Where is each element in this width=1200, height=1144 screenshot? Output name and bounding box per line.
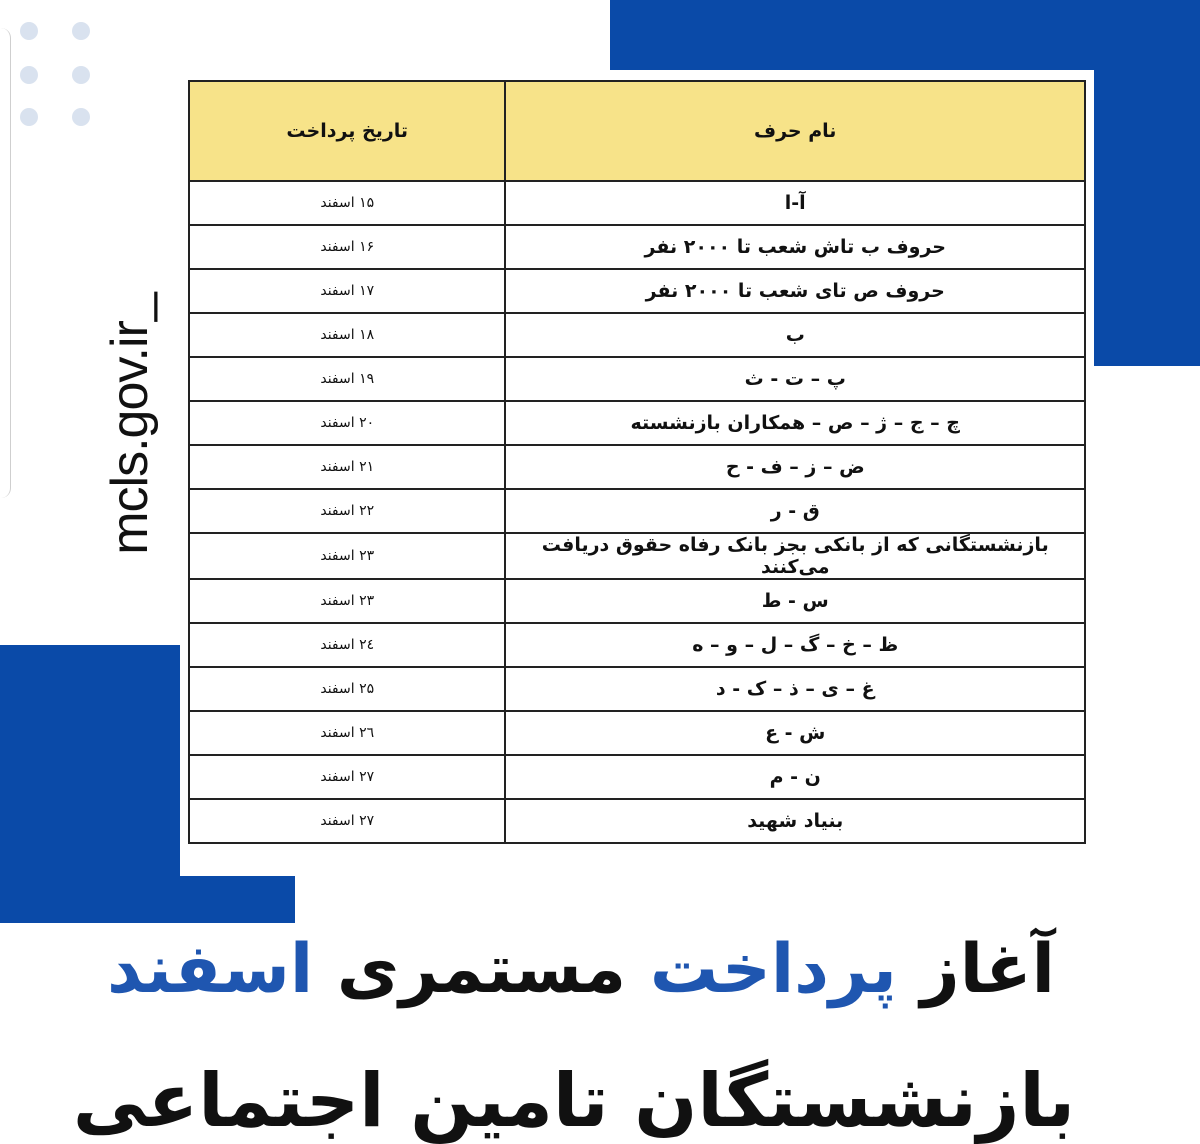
- decorative-dots: [20, 22, 100, 132]
- subheadline: بازنشستگان تامین اجتماعی: [72, 1058, 1075, 1144]
- dot: [20, 108, 38, 126]
- row-letter-name: آ-ا: [505, 181, 1085, 225]
- schedule-card: [180, 72, 1094, 876]
- row-letter-name: غ – ی – ذ – ک - د: [505, 667, 1085, 711]
- row-payment-date: ۲۷ اسفند: [189, 799, 505, 843]
- table-row: [189, 579, 1085, 623]
- row-payment-date: ۲۲ اسفند: [189, 489, 505, 533]
- dot: [20, 22, 38, 40]
- headline-word-pension: مستمری: [336, 930, 627, 1009]
- row-payment-date: ۲۳ اسفند: [189, 579, 505, 623]
- row-payment-date: ۱۸ اسفند: [189, 313, 505, 357]
- row-letter-name: حروف ب تاش شعب تا ۲۰۰۰ نفر: [505, 225, 1085, 269]
- row-payment-date: ۱۵ اسفند: [189, 181, 505, 225]
- row-letter-name: س - ط: [505, 579, 1085, 623]
- dot: [20, 66, 38, 84]
- row-letter-name: بازنشستگانی که از بانکی بجز بانک رفاه حقوق دریافت می‌کنند: [505, 533, 1085, 579]
- row-payment-date: ۲۷ اسفند: [189, 755, 505, 799]
- row-letter-name: ش - ع: [505, 711, 1085, 755]
- row-payment-date: ۱۹ اسفند: [189, 357, 505, 401]
- payment-schedule-table: [188, 80, 1086, 844]
- headline-word-month: اسفند: [107, 930, 314, 1009]
- row-payment-date: ۱۶ اسفند: [189, 225, 505, 269]
- table-row: [189, 667, 1085, 711]
- row-payment-date: ۲۳ اسفند: [189, 533, 505, 579]
- header-letter-name: نام حرف: [505, 81, 1085, 181]
- table-row: [189, 755, 1085, 799]
- table-row: [189, 225, 1085, 269]
- table-row: [189, 181, 1085, 225]
- row-payment-date: ۲٦ اسفند: [189, 711, 505, 755]
- dot: [72, 108, 90, 126]
- table-row: [189, 799, 1085, 843]
- row-letter-name: ن - م: [505, 755, 1085, 799]
- headline: [107, 930, 1055, 1009]
- row-letter-name: ق - ر: [505, 489, 1085, 533]
- table-row: [189, 269, 1085, 313]
- table-header-row: [189, 81, 1085, 181]
- row-letter-name: ب: [505, 313, 1085, 357]
- table-row: [189, 711, 1085, 755]
- table-row: [189, 401, 1085, 445]
- row-letter-name: بنیاد شهید: [505, 799, 1085, 843]
- row-letter-name: حروف ص تای شعب تا ۲۰۰۰ نفر: [505, 269, 1085, 313]
- table-row: [189, 623, 1085, 667]
- row-letter-name: پ – ت - ث: [505, 357, 1085, 401]
- table-row: [189, 489, 1085, 533]
- row-payment-date: ۲۱ اسفند: [189, 445, 505, 489]
- headline-word-payment: پرداخت: [649, 930, 897, 1009]
- site-url: mcls.gov.ir_: [101, 293, 159, 555]
- dot: [72, 22, 90, 40]
- table-row: [189, 357, 1085, 401]
- headline-word-start: آغاز: [920, 930, 1055, 1009]
- row-payment-date: ۱۷ اسفند: [189, 269, 505, 313]
- table-row: [189, 313, 1085, 357]
- row-letter-name: ظ – خ – گ – ل – و – ه: [505, 623, 1085, 667]
- side-panel-edge: [0, 28, 11, 498]
- row-letter-name: ض – ز – ف - ح: [505, 445, 1085, 489]
- table-row: [189, 533, 1085, 579]
- blue-decor-right: [1094, 0, 1200, 366]
- row-payment-date: ۲٤ اسفند: [189, 623, 505, 667]
- dot: [72, 66, 90, 84]
- header-payment-date: تاریخ پرداخت: [189, 81, 505, 181]
- row-letter-name: چ – ج – ژ – ص – همکاران بازنشسته: [505, 401, 1085, 445]
- row-payment-date: ۲۰ اسفند: [189, 401, 505, 445]
- table-row: [189, 445, 1085, 489]
- row-payment-date: ۲۵ اسفند: [189, 667, 505, 711]
